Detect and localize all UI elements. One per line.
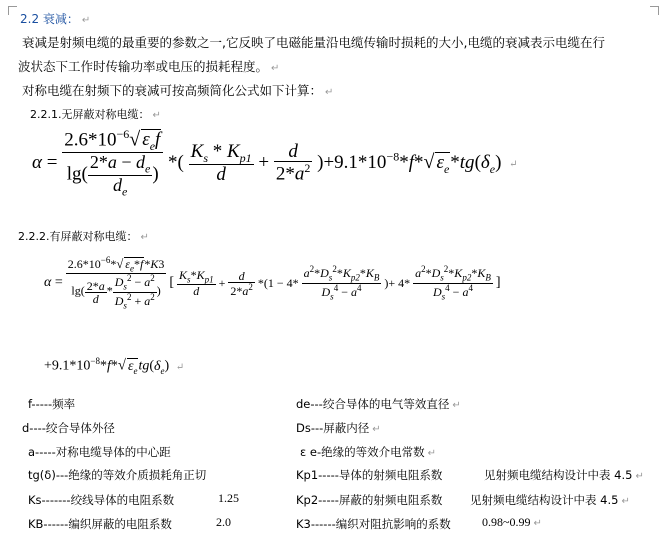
- definition-label: K3------编织对阻抗影响的系数: [296, 517, 451, 531]
- definition-kp2: [296, 492, 442, 508]
- subheading-unshielded-text: 2.2.1.无屏蔽对称电缆：: [30, 108, 150, 121]
- definition-value: 见射频电缆结构设计中表 4.5: [484, 468, 633, 482]
- paragraph-mark: ↵: [81, 15, 91, 26]
- page-corner-marker-right: [650, 6, 659, 15]
- paragraph-mark: ↵: [372, 424, 381, 435]
- definition-kb-value: [216, 515, 231, 530]
- formula-unshielded: α = $2.6*10^{-6}√$ $\varepsilon_ef$ lg( $\frac{2*a - d_e}{d_e}$ ) *( $\frac{K_s * K_{p1}}{d}$ + $\frac{d}{2*a^2}$ )$+9.1*10^{-8}*f*√$ $\varepsilon_e*tg(\delta_e)$ ↵: [32, 127, 518, 199]
- section-heading-text: 2.2 衰减：: [20, 12, 79, 26]
- formula-shielded: α = $2.6*10^{-6}*√$ $\varepsilon_e*f*K3$ lg( $\frac{2*a}{d}$ * $\frac{D_s^2 - a^2}{D_s^2 + a^2}$ ) [ $\frac{K_s*K_{p1}}{d}$ + $\frac{d}{2*a^2}$ *(1 − 4* $\frac{a^2*D_s^2*K_{p2}*K_B}{D_s^4 - a^4}$ )+ 4* $\frac{a^2*D_s^2*K_{p2}*K_B}{D_s^4 - a^4}$ ]: [44, 255, 501, 311]
- definition-value: 2.0: [216, 515, 231, 529]
- definition-kp1-value: [484, 467, 644, 483]
- definition-epsilon-e: [300, 444, 436, 460]
- section-heading: [20, 10, 90, 27]
- subheading-shielded: [18, 228, 149, 244]
- paragraph-mark: ↵: [152, 110, 161, 121]
- definition-k3: [296, 516, 451, 532]
- paragraph-mark: ↵: [621, 496, 630, 507]
- definition-ks-value: [218, 491, 239, 506]
- definition-label: Kp1-----导体的射频电阻系数: [296, 468, 443, 482]
- paragraph-mark: ↵: [325, 87, 334, 98]
- paragraph-mark: ↵: [427, 448, 436, 459]
- paragraph-1-line-2-text: 波状态下工作时传输功率或电压的损耗程度。: [18, 59, 269, 74]
- formula-shielded-continued: $+9.1*10^{-8}*f*√$ $\varepsilon_etg(\delta_e)$ ↵: [44, 356, 185, 376]
- paragraph-2: [22, 80, 333, 103]
- definition-value: 见射频电缆结构设计中表 4.5: [470, 493, 619, 507]
- definition-label: f-----频率: [28, 397, 76, 411]
- paragraph-1-line-1: [22, 32, 605, 53]
- subheading-shielded-text: 2.2.2.有屏蔽对称电缆：: [18, 230, 138, 243]
- paragraph-mark: ↵: [635, 471, 644, 482]
- definition-label: ε e-绝缘的等效介电常数: [300, 445, 425, 459]
- definition-ds: [296, 420, 381, 436]
- paragraph-mark: ↵: [175, 361, 185, 373]
- definition-kp2-value: [470, 492, 630, 508]
- definition-label: KB------编织屏蔽的电阻系数: [28, 517, 172, 531]
- definition-f: [28, 396, 75, 412]
- subheading-unshielded: [30, 106, 161, 122]
- definition-label: Ks-------绞线导体的电阻系数: [28, 493, 175, 507]
- paragraph-1-line-2: [18, 56, 279, 79]
- definition-label: Ds---屏蔽内径: [296, 421, 370, 435]
- paragraph-2-text: 对称电缆在射频下的衰减可按高频简化公式如下计算：: [22, 83, 323, 98]
- definition-kb: [28, 516, 172, 532]
- definition-value: 0.98~0.99: [482, 515, 531, 529]
- definition-label: d----绞合导体外径: [22, 421, 115, 435]
- definition-de: [296, 396, 461, 412]
- definition-value: 1.25: [218, 491, 239, 505]
- paragraph-mark: ↵: [140, 232, 149, 243]
- definition-d: [22, 420, 115, 436]
- definition-kp1: [296, 467, 442, 483]
- definition-ks: [28, 492, 174, 508]
- paragraph-mark: ↵: [533, 518, 542, 529]
- definition-k3-value: [482, 515, 542, 530]
- page-corner-marker-left: [8, 6, 17, 15]
- paragraph-1-line-1-text: 衰减是射频电缆的最重要的参数之一,它反映了电磁能量沿电缆传输时损耗的大小,电缆的衰减表示电缆在行: [22, 35, 605, 50]
- definition-a: [28, 444, 171, 460]
- paragraph-mark: ↵: [452, 400, 461, 411]
- definition-label: de---绞合导体的电气等效直径: [296, 397, 450, 411]
- definition-label: tg(δ)---绝缘的等效介质损耗角正切: [28, 468, 207, 482]
- paragraph-mark: ↵: [271, 63, 280, 74]
- definition-label: Kp2-----屏蔽的射频电阻系数: [296, 493, 443, 507]
- definition-tg-delta: [28, 467, 206, 483]
- paragraph-mark: ↵: [509, 159, 518, 171]
- definition-label: a-----对称电缆导体的中心距: [28, 445, 171, 459]
